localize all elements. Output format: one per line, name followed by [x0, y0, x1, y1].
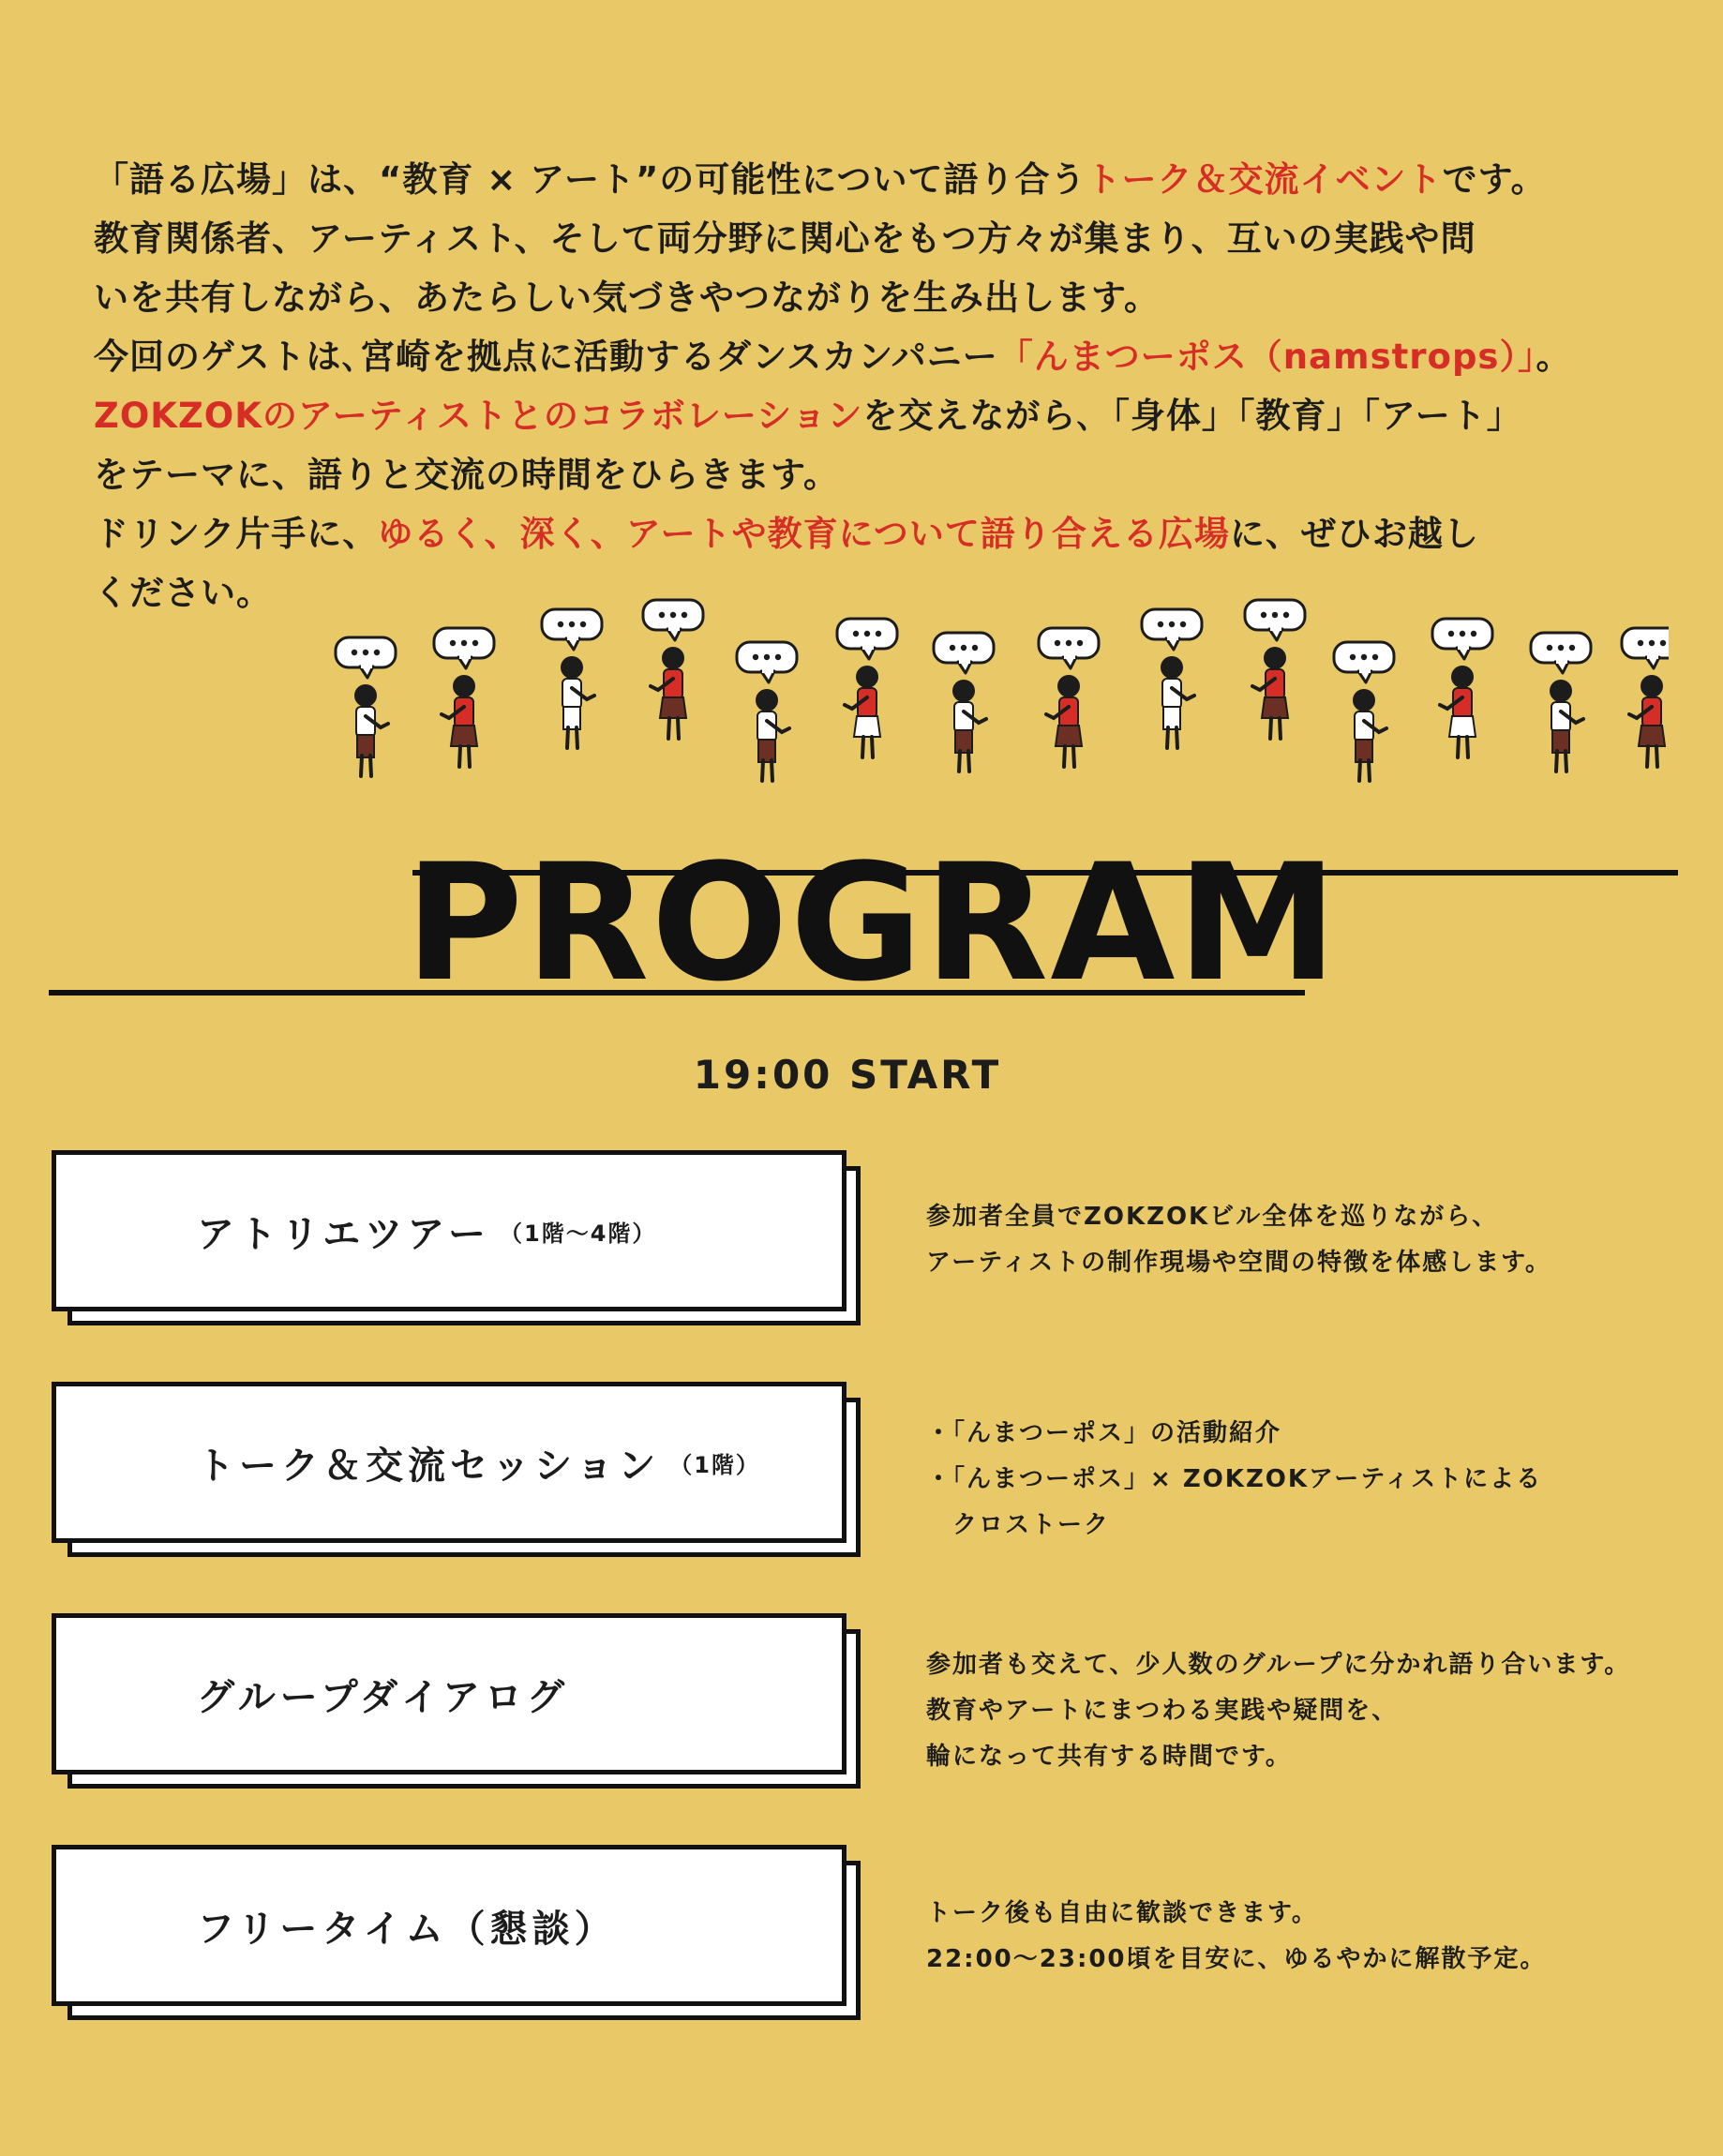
program-title: トーク＆交流セッション — [197, 1444, 661, 1488]
program-row — [0, 1840, 1723, 2028]
description-line: 22:00～23:00頃を目安に、ゆるやかに解散予定。 — [926, 1945, 1547, 1973]
person-figure — [434, 628, 494, 767]
intro-line: 今回のゲストは､宮崎を拠点に活動するダンスカンパニー「んまつーポス（namstrops）」。 — [94, 337, 1572, 377]
description-line: クロストーク — [926, 1511, 1111, 1539]
intro-line: ZOKZOKのアーティストとのコラボレーションを交えながら､「身体」「教育」「アート」 — [94, 396, 1522, 436]
person-figure — [1432, 619, 1492, 757]
intro-line: ください。 — [94, 573, 272, 613]
intro-paragraph — [94, 150, 1687, 622]
program-card — [52, 1613, 847, 1774]
description-line: 参加者も交えて、少人数のグループに分かれ語り合います。 — [926, 1651, 1631, 1679]
program-title: グループダイアログ — [197, 1675, 569, 1719]
intro-line: 教育関係者、アーティスト、そして両分野に関心をもつ方々が集まり、互いの実践や問 — [94, 218, 1476, 259]
description-line: 輪になって共有する時間です。 — [926, 1743, 1292, 1771]
program-card — [52, 1150, 847, 1311]
description-line: 参加者全員でZOKZOKビル全体を巡りながら、 — [926, 1203, 1499, 1231]
person-figure — [1622, 628, 1669, 767]
program-title: アトリエツアー — [197, 1212, 490, 1256]
person-figure — [934, 633, 994, 771]
person-figure — [1334, 642, 1394, 781]
program-description — [926, 1891, 1704, 1983]
person-figure — [643, 600, 703, 739]
program-card — [52, 1845, 847, 2006]
program-card — [52, 1382, 847, 1543]
program-description — [926, 1411, 1704, 1549]
person-figure — [737, 642, 797, 781]
description-line: アーティストの制作現場や空間の特徴を体感します。 — [926, 1249, 1552, 1277]
intro-line: 「語る広場」は、“教育 × アート”の可能性について語り合うトーク＆交流イベントです。 — [94, 159, 1547, 200]
program-heading: PROGRAM — [405, 829, 1340, 1017]
person-figure — [336, 637, 396, 776]
description-line: ・「んまつーポス」× ZOKZOKアーティストによる — [926, 1465, 1543, 1493]
intro-line: をテーマに、語りと交流の時間をひらきます。 — [94, 455, 840, 495]
person-figure — [1245, 600, 1305, 739]
program-title: フリータイム（懇談） — [197, 1907, 617, 1951]
person-figure — [1039, 628, 1099, 767]
program-row — [0, 1609, 1723, 1796]
start-time: 19:00 START — [693, 1052, 1002, 1098]
people-chatting-illustration — [319, 591, 1669, 806]
program-location: （1階） — [669, 1451, 760, 1478]
person-figure — [1531, 633, 1591, 771]
program-location: （1階～4階） — [500, 1220, 657, 1247]
program-row — [0, 1145, 1723, 1333]
program-description — [926, 1194, 1704, 1286]
intro-line: ドリンク片手に、ゆるく、深く、アートや教育について語り合える広場に、ぜひお越し — [94, 514, 1479, 554]
program-description — [926, 1642, 1704, 1780]
intro-line: いを共有しながら、あたらしい気づきやつながりを生み出します。 — [94, 277, 1161, 318]
description-line: 教育やアートにまつわる実践や疑問を、 — [926, 1697, 1399, 1725]
program-row — [0, 1377, 1723, 1565]
description-line: ・「んまつーポス」の活動紹介 — [926, 1419, 1282, 1447]
description-line: トーク後も自由に歓談できます。 — [926, 1899, 1318, 1927]
person-figure — [542, 609, 602, 748]
person-figure — [1142, 609, 1202, 748]
person-figure — [837, 619, 897, 757]
